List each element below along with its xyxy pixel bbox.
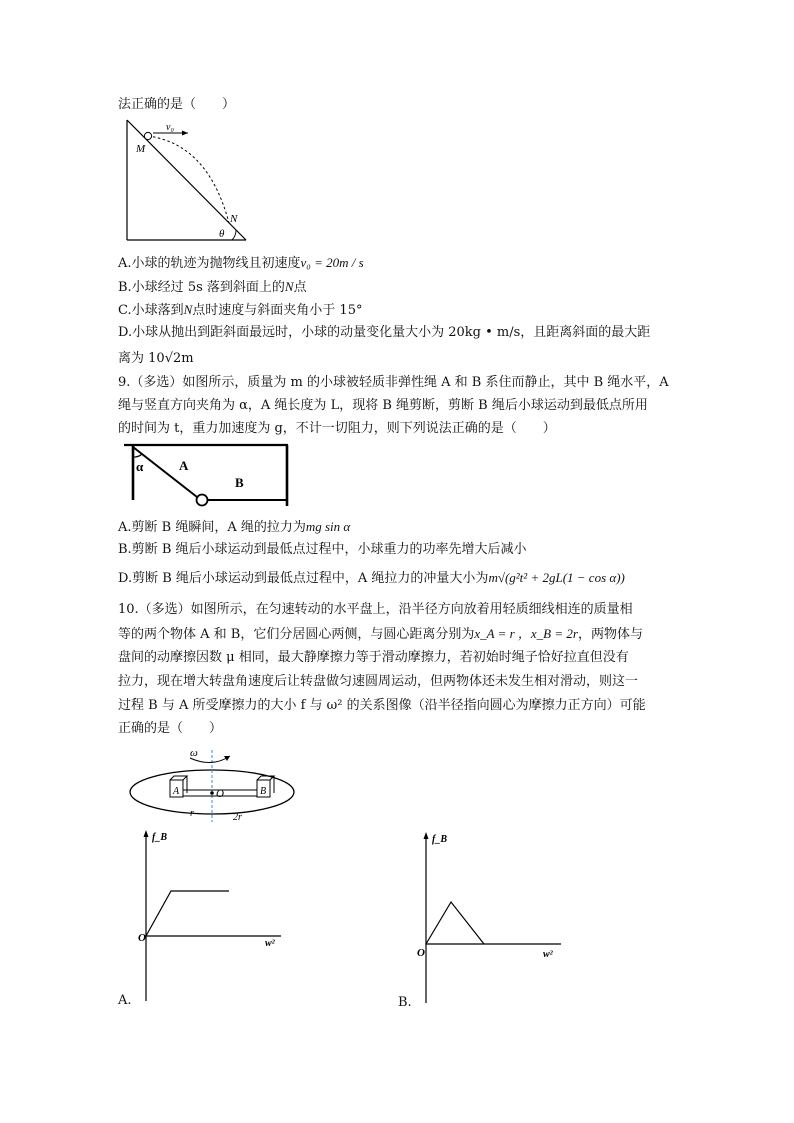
graph-b-ylabel: f_B xyxy=(432,834,447,845)
q9-stem-line3: 的时间为 t，重力加速度为 g，不计一切阻力，则下列说法正确的是（ ） xyxy=(118,421,556,436)
q9-option-b: B.剪断 B 绳后小球运动到最低点过程中，小球重力的功率先增大后减小 xyxy=(118,542,527,557)
q9-stem-line2: 绳与竖直方向夹角为 α，A 绳长度为 L，现将 B 绳剪断，剪断 B 绳后小球运动到最低点所用 xyxy=(118,398,648,413)
v0-label: v₀ xyxy=(166,122,174,133)
rope-b-label: B xyxy=(235,475,244,490)
rope-a-label: A xyxy=(179,458,189,473)
graph-a-ylabel: f_B xyxy=(152,832,167,843)
q10-turntable-figure xyxy=(126,744,298,824)
graph-b-origin: O xyxy=(417,947,425,959)
q10-stem-line5: 过程 B 与 A 所受摩擦力的大小 f 与 ω² 的关系图像（沿半径指向圆心为摩擦力正方向）可能 xyxy=(118,698,646,713)
graph-b-option-label: B. xyxy=(398,995,412,1010)
q8-option-d-line2: 离为 10√2m xyxy=(118,351,194,366)
center-o-label: O xyxy=(216,788,224,800)
q9-option-d: D.剪断 B 绳后小球运动到最低点过程中，A 绳拉力的冲量大小为m√(g²t² + 2gL(1 − cos α)) xyxy=(118,570,625,586)
q9-stem-line1: 9.（多选）如图所示，质量为 m 的小球被轻质非弹性绳 A 和 B 系住而静止，其中 B 绳水平，A xyxy=(118,375,669,390)
block-b-label: B xyxy=(260,786,267,797)
q10-stem-line1: 10.（多选）如图所示，在匀速转动的水平盘上，沿半径方向放着用轻质细线相连的质量相 xyxy=(118,602,633,617)
graph-b-xlabel: w² xyxy=(543,949,553,960)
q8-option-d-line1: D.小球从抛出到距斜面最远时，小球的动量变化量大小为 20kg • m/s，且距离斜面的最大距 xyxy=(118,325,651,340)
n-label: N xyxy=(230,213,238,225)
graph-b xyxy=(415,830,565,1005)
q8-option-a: A.小球的轨迹为抛物线且初速度v₀ = 20m / s xyxy=(118,255,364,271)
radius-2r-label: 2r xyxy=(233,812,242,823)
theta-label: θ xyxy=(219,228,225,240)
radius-r-label: r xyxy=(190,808,194,819)
omega-label: ω xyxy=(190,747,198,759)
q10-stem-line3: 盘间的动摩擦因数 μ 相同，最大静摩擦力等于滑动摩擦力，若初始时绳子恰好拉直但没有 xyxy=(118,650,629,665)
q10-stem-line2: 等的两个物体 A 和 B，它们分居圆心两侧，与圆心距离分别为x_A = r ，x_B = 2r，两物体与 xyxy=(118,626,643,642)
graph-a-origin: O xyxy=(138,932,146,944)
graph-a-option-label: A. xyxy=(118,993,132,1008)
q8-option-b: B.小球经过 5s 落到斜面上的N点 xyxy=(118,279,307,295)
graph-a xyxy=(135,828,285,1003)
q8-incline-figure xyxy=(120,116,250,244)
block-a-label: A xyxy=(173,786,180,797)
q8-stem-tail: 法正确的是（ ） xyxy=(118,97,236,112)
alpha-label: α xyxy=(136,459,144,474)
q8-option-c: C.小球落到N点时速度与斜面夹角小于 15° xyxy=(118,302,363,318)
q9-option-a: A.剪断 B 绳瞬间，A 绳的拉力为mg sin α xyxy=(118,519,351,535)
q10-stem-line4: 拉力，现在增大转盘角速度后让转盘做匀速圆周运动，但两物体还未发生相对滑动，则这一 xyxy=(118,674,639,689)
m-label: M xyxy=(136,143,146,155)
q9-rope-figure xyxy=(122,440,294,508)
q10-stem-line6: 正确的是（ ） xyxy=(118,721,223,736)
graph-a-xlabel: w² xyxy=(265,938,275,949)
